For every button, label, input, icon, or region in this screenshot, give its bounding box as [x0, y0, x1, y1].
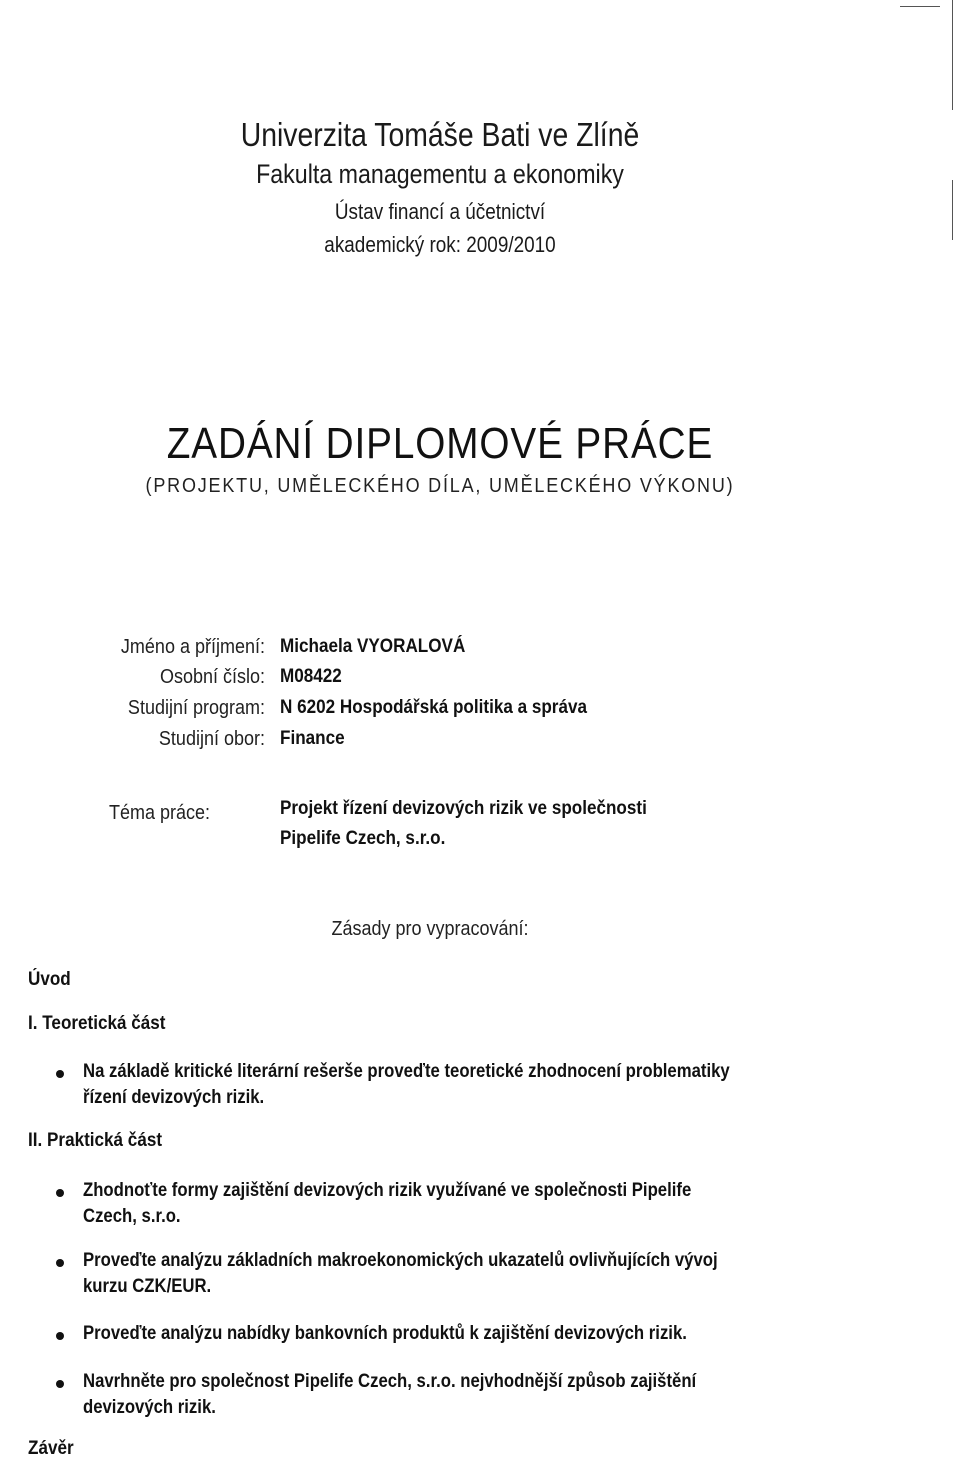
field-label-name: Jméno a příjmení: [120, 636, 265, 658]
topic-label: Téma práce: [108, 802, 210, 824]
scan-edge-mark [952, 180, 953, 240]
bullet-text-line: Czech, s.r.o. [83, 1206, 181, 1227]
field-label-study-program: Studijní program: [127, 697, 265, 719]
bullet-text-line: Na základě kritické literární rešerše proveďte teoretické zhodnocení problematiky [83, 1061, 730, 1082]
topic-line: Pipelife Czech, s.r.o. [280, 828, 446, 849]
bullet-text-line: Navrhněte pro společnost Pipelife Czech, s.r.o. nejvhodnější způsob zajištění [83, 1371, 697, 1392]
bullet-text-line: Proveďte analýzu základních makroekonomických ukazatelů ovlivňujících vývoj [83, 1250, 718, 1271]
field-value-study-program: N 6202 Hospodářská politika a správa [280, 697, 587, 718]
field-value-personal-number: M08422 [280, 666, 342, 687]
university-name: Univerzita Tomáše Bati ve Zlíně [240, 116, 640, 153]
topic-line: Projekt řízení devizových rizik ve společnosti [280, 798, 647, 819]
scan-edge-mark [900, 6, 940, 7]
bullet-dot [56, 1070, 64, 1078]
institute-name: Ústav financí a účetnictví [334, 199, 546, 224]
field-label-study-field: Studijní obor: [158, 728, 265, 750]
bullet-text-line: Zhodnoťte formy zajištění devizových rizik využívané ve společnosti Pipelife [83, 1180, 692, 1201]
section-practice: II. Praktická část [28, 1130, 163, 1151]
section-theory: I. Teoretická část [28, 1013, 166, 1034]
topic-value [280, 794, 647, 854]
field-label-personal-number: Osobní číslo: [159, 666, 265, 688]
faculty-name: Fakulta managementu a ekonomiky [256, 159, 624, 189]
document-subtitle: (PROJEKTU, UMĚLECKÉHO DÍLA, UMĚLECKÉHO VÝKONU) [145, 475, 735, 497]
field-value-name: Michaela VYORALOVÁ [280, 636, 466, 657]
scan-edge-mark [952, 0, 953, 110]
bullet-dot [56, 1189, 64, 1197]
bullet-dot [56, 1380, 64, 1388]
section-conclusion: Závěr [28, 1438, 74, 1459]
bullet-dot [56, 1332, 64, 1340]
bullet-text-line: Proveďte analýzu nabídky bankovních produktů k zajištění devizových rizik. [83, 1323, 687, 1344]
bullet-text-line: kurzu CZK/EUR. [83, 1276, 212, 1297]
bullet-text-line: devizových rizik. [83, 1397, 216, 1418]
section-intro: Úvod [28, 969, 71, 990]
bullet-dot [56, 1259, 64, 1267]
principles-heading: Zásady pro vypracování: [331, 918, 529, 940]
bullet-text-line: řízení devizových rizik. [83, 1087, 265, 1108]
academic-year: akademický rok: 2009/2010 [324, 232, 556, 257]
document-title: ZADÁNÍ DIPLOMOVÉ PRÁCE [166, 419, 714, 468]
field-value-study-field: Finance [280, 728, 345, 749]
